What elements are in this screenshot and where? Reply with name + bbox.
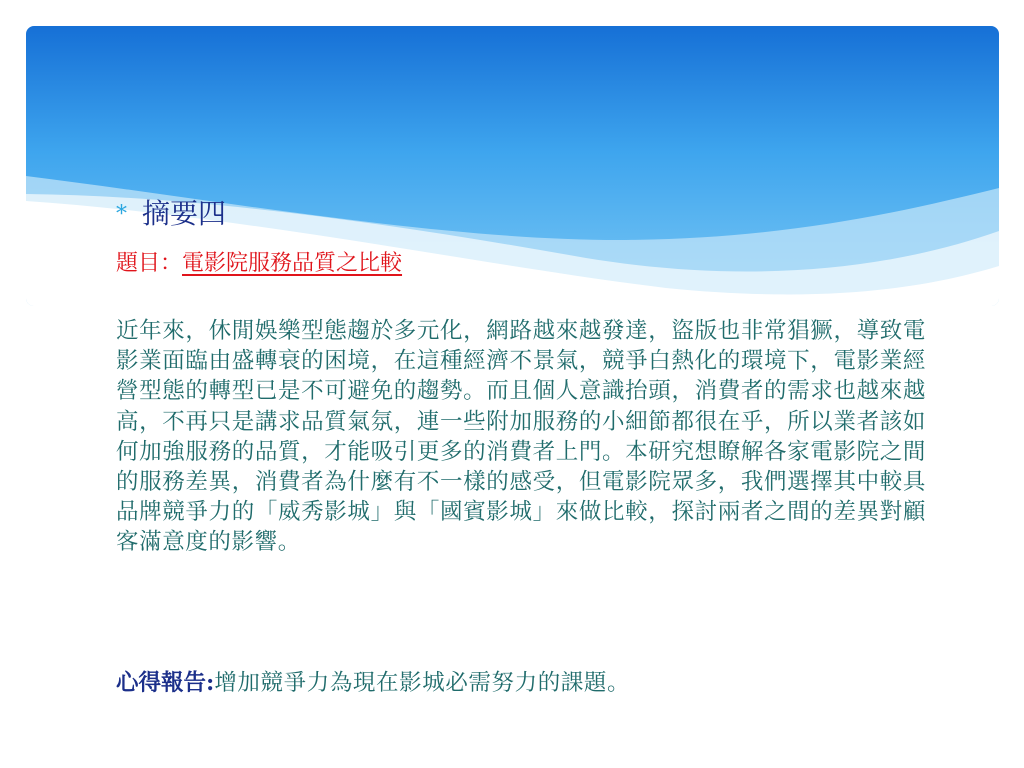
reflection-label: 心得報告:	[116, 670, 215, 696]
topic-prefix: 題目：	[116, 251, 183, 276]
reflection-text: 增加競爭力為現在影城必需努力的課題。	[214, 670, 631, 696]
abstract-paragraph: 近年來，休閒娛樂型態趨於多元化，網路越來越發達，盜版也非常猖獗，導致電影業面臨由盛轉衰的困境，在這種經濟不景氣，競爭白熱化的環境下，電影業經營型態的轉型已是不可避免的趨勢。而且個人意識抬頭，消費者的需求也越來越高，不再只是講求品質氣氛，連一些附加服務的小細節都很在乎，所以業者該如何加強服務的品質，才能吸引更多的消費者上門。本研究想瞭解各家電影院之間的服務差異，消費者為什麼有不一樣的感受，但電影院眾多，我們選擇其中較具品牌競爭力的「威秀影城」與「國賓影城」來做比較，探討兩者之間的差異對顧客滿意度的影響。	[116, 318, 926, 556]
heading-row	[116, 197, 227, 230]
topic-row	[116, 249, 402, 279]
asterisk-bullet-icon: *	[116, 202, 127, 227]
slide-heading: 摘要四	[142, 197, 227, 230]
topic-title: 電影院服務品質之比較	[182, 251, 403, 276]
reflection-row	[116, 668, 630, 698]
